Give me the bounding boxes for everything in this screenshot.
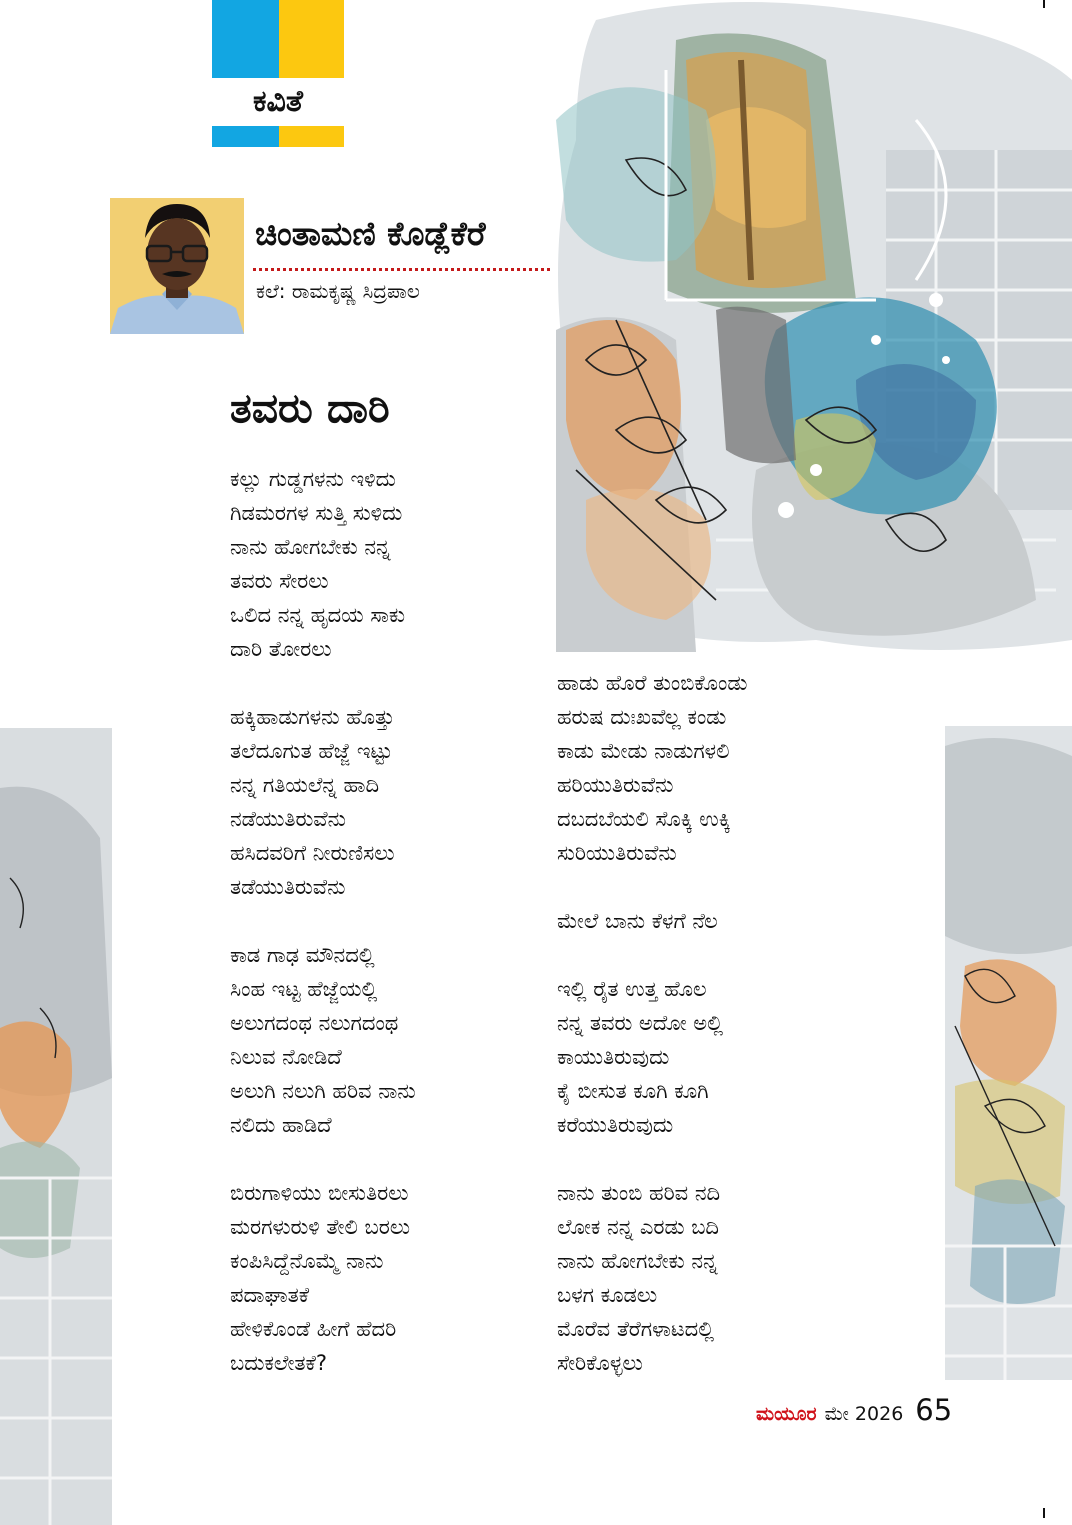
poem-line: ಬದುಕಲೇತಕೆ? xyxy=(230,1351,327,1375)
magazine-name: ಮಯೂರ xyxy=(756,1403,817,1425)
poem-line: ಕಲ್ಲು ಗುಡ್ಡಗಳನು ಇಳಿದು xyxy=(230,467,396,491)
poem-line: ಪದಾಘಾತಕೆ xyxy=(230,1283,310,1307)
poem-line: ಇಲ್ಲಿ ರೈತ ಉತ್ತ ಹೊಲ xyxy=(557,977,707,1001)
poem-line: ಮೊರೆವ ತೆರೆಗಳಾಟದಲ್ಲಿ xyxy=(557,1317,715,1341)
stanza-7 xyxy=(557,972,723,1142)
poem-line: ಸೇರಿಕೊಳ್ಳಲು xyxy=(557,1351,643,1375)
poem-line: ನಾನು ಹೋಗಬೇಕು ನನ್ನ xyxy=(230,535,391,559)
poem-line: ಗಿಡಮರಗಳ ಸುತ್ತಿ ಸುಳಿದು xyxy=(230,501,403,525)
poem-line: ಮರಗಳುರುಳಿ ತೇಲಿ ಬರಲು xyxy=(230,1215,411,1239)
poem-line: ಸುರಿಯುತಿರುವೆನು xyxy=(557,841,677,865)
art-credit: ಕಲೆ: ರಾಮಕೃಷ್ಣ ಸಿದ್ರಪಾಲ xyxy=(256,279,420,303)
stanza-2 xyxy=(230,700,395,904)
poem-line: ನಲಿದು ಹಾಡಿದೆ xyxy=(230,1113,332,1137)
poem-line: ಸಿಂಹ ಇಟ್ಟ ಹೆಜ್ಜೆಯಲ್ಲಿ xyxy=(230,977,378,1001)
poem-line: ಮೇಲೆ ಬಾನು ಕೆಳಗೆ ನೆಲ xyxy=(557,909,718,933)
author-name: ಚಿಂತಾಮಣಿ ಕೊಡ್ಲೆಕೆರೆ xyxy=(255,214,486,253)
poem-line: ತವರು ಸೇರಲು xyxy=(230,569,329,593)
stanza-6 xyxy=(557,904,718,938)
poem-line: ದಾರಿ ತೋರಲು xyxy=(230,637,332,661)
poem-line: ಅಲುಗಿ ನಲುಗಿ ಹರಿವ ನಾನು xyxy=(230,1079,416,1103)
poem-line: ಕಂಪಿಸಿದ್ದೆನೊಮ್ಮೆ ನಾನು xyxy=(230,1249,384,1273)
poem-line: ಹಕ್ಕಿಹಾಡುಗಳನು ಹೊತ್ತು xyxy=(230,705,395,729)
poem-line: ಕಾಡ ಗಾಢ ಮೌನದಲ್ಲಿ xyxy=(230,943,375,967)
section-tag-yellow-block xyxy=(279,0,344,78)
poem-line: ಕಾಯುತಿರುವುದು xyxy=(557,1045,670,1069)
poem-line: ನಡೆಯುತಿರುವೆನು xyxy=(230,807,346,831)
poem-line: ನಾನು ತುಂಬಿ ಹರಿವ ನದಿ xyxy=(557,1181,721,1205)
stanza-4 xyxy=(230,1176,410,1380)
dotted-divider xyxy=(253,268,550,271)
poem-line: ನನ್ನ ಗತಿಯಲೆನ್ನ ಹಾದಿ xyxy=(230,773,380,797)
poem-line: ಒಲಿದ ನನ್ನ ಹೃದಯ ಸಾಕು xyxy=(230,603,406,627)
crop-mark xyxy=(1043,0,1045,8)
stanza-5 xyxy=(557,666,747,870)
stanza-3 xyxy=(230,938,416,1142)
poem-line: ಅಲುಗದಂಥ ನಲುಗದಂಥ xyxy=(230,1011,399,1035)
poem-line: ಕರೆಯುತಿರುವುದು xyxy=(557,1113,674,1137)
poem-line: ಹಸಿದವರಿಗೆ ನೀರುಣಿಸಲು xyxy=(230,841,395,865)
page-footer xyxy=(756,1393,952,1427)
issue-date: ಮೇ 2026 xyxy=(824,1403,904,1425)
poem-line: ತಡೆಯುತಿರುವೆನು xyxy=(230,875,346,899)
poem-line: ನಾನು ಹೋಗಬೇಕು ನನ್ನ xyxy=(557,1249,718,1273)
poem-line: ತಲೆದೂಗುತ ಹೆಜ್ಜೆ ಇಟ್ಟು xyxy=(230,739,393,763)
poem-line: ಕೈ ಬೀಸುತ ಕೂಗಿ ಕೂಗಿ xyxy=(557,1079,709,1103)
poem-line: ನನ್ನ ತವರು ಅದೋ ಅಲ್ಲಿ xyxy=(557,1011,724,1035)
poem-line: ಹಾಡು ಹೊರೆ ತುಂಬಿಕೊಂಡು xyxy=(557,671,748,695)
illustration-left-strip xyxy=(0,728,112,1525)
crop-mark xyxy=(1043,1508,1045,1518)
section-tag-blue-block xyxy=(212,0,279,78)
poem-line: ಹರಿಯುತಿರುವೆನು xyxy=(557,773,674,797)
poem-line: ದಬದಬೆಯಲಿ ಸೊಕ್ಕಿ ಉಕ್ಕಿ xyxy=(557,807,731,831)
section-label: ಕವಿತೆ xyxy=(253,84,303,119)
poem-line: ಬಿರುಗಾಳಿಯು ಬೀಸುತಿರಲು xyxy=(230,1181,409,1205)
stanza-8 xyxy=(557,1176,720,1380)
author-photo xyxy=(110,198,244,334)
poem-line: ಲೋಕ ನನ್ನ ಎರಡು ಬದಿ xyxy=(557,1215,719,1239)
section-tag-blue-bar xyxy=(212,126,279,147)
poem-line: ಬಳಗ ಕೂಡಲು xyxy=(557,1283,658,1307)
stanza-1 xyxy=(230,462,405,666)
section-tag-yellow-bar xyxy=(279,126,344,147)
poem-line: ಕಾಡು ಮೇಡು ನಾಡುಗಳಲಿ xyxy=(557,739,730,763)
poem-line: ಹೇಳಿಕೊಂಡೆ ಹೀಗೆ ಹೆದರಿ xyxy=(230,1317,397,1341)
poem-line: ಹರುಷ ದುಃಖವೆಲ್ಲ ಕಂಡು xyxy=(557,705,727,729)
illustration-main xyxy=(556,0,1072,652)
poem-line: ನಿಲುವ ನೋಡಿದೆ xyxy=(230,1045,342,1069)
illustration-right-strip xyxy=(945,726,1072,1380)
poem-title: ತವರು ದಾರಿ xyxy=(230,384,390,432)
page-number: 65 xyxy=(915,1393,953,1427)
